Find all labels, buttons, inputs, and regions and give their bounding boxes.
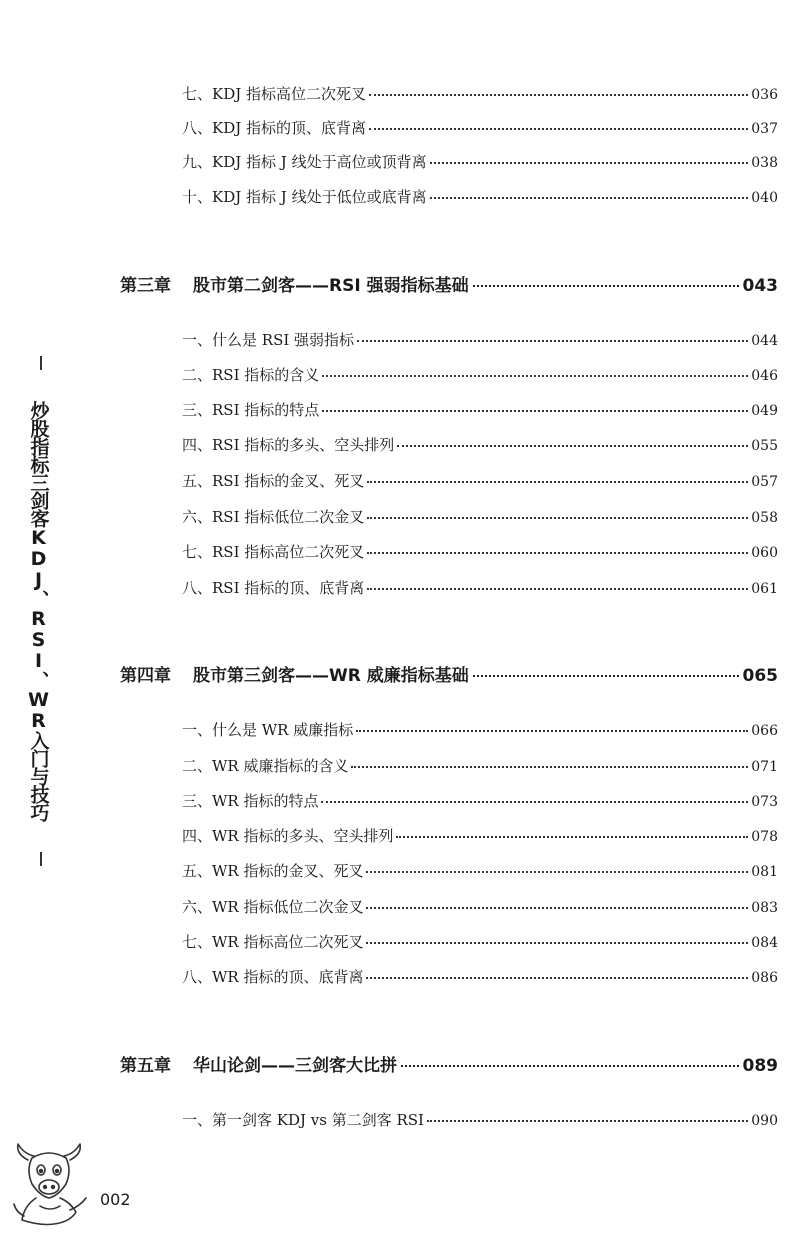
side-title-bar-top <box>40 356 42 370</box>
toc-entry[interactable] <box>182 897 778 918</box>
toc-entry[interactable] <box>182 967 778 988</box>
leader-dots <box>396 836 748 838</box>
toc-entry[interactable] <box>182 152 778 173</box>
toc-entry[interactable] <box>182 507 778 528</box>
leader-dots <box>366 907 748 909</box>
chapter-title: 股市第三剑客——WR 威廉指标基础 <box>193 666 469 686</box>
toc-entry[interactable] <box>182 400 778 421</box>
toc-entry-label: 四、RSI 指标的多头、空头排列 <box>182 436 395 454</box>
toc-entry-label: 七、KDJ 指标高位二次死叉 <box>182 85 367 103</box>
toc-entry-label: 五、WR 指标的金叉、死叉 <box>182 862 364 880</box>
toc-entry[interactable] <box>182 1110 778 1131</box>
leader-dots <box>366 942 748 944</box>
chapter-number: 第三章 <box>120 276 171 296</box>
leader-dots <box>357 340 748 342</box>
toc-entry-page: 038 <box>751 155 778 171</box>
side-title-bar-bottom <box>40 852 42 866</box>
toc-entry-page: 058 <box>751 510 778 526</box>
toc-entry-label: 二、RSI 指标的含义 <box>182 366 320 384</box>
chapter-heading-5[interactable] <box>120 1054 778 1078</box>
toc-entry-page: 071 <box>751 759 778 775</box>
page-number: 002 <box>100 1190 131 1209</box>
leader-dots <box>369 128 748 130</box>
toc-entry[interactable] <box>182 791 778 812</box>
toc-entry-page: 055 <box>751 438 778 454</box>
toc-entry[interactable] <box>182 435 778 456</box>
leader-dots <box>366 871 748 873</box>
toc-entry[interactable] <box>182 84 778 105</box>
chapter-title: 股市第二剑客——RSI 强弱指标基础 <box>193 276 469 296</box>
leader-dots <box>369 94 748 96</box>
toc-entry-label: 八、KDJ 指标的顶、底背离 <box>182 119 367 137</box>
toc-entry[interactable] <box>182 578 778 599</box>
leader-dots <box>367 481 748 483</box>
chapter-title: 华山论剑——三剑客大比拼 <box>193 1056 397 1076</box>
toc-entry-page: 081 <box>751 864 778 880</box>
toc-entry-label: 七、WR 指标高位二次死叉 <box>182 933 364 951</box>
toc-entry-page: 073 <box>751 794 778 810</box>
toc-entry[interactable] <box>182 118 778 139</box>
toc-entry-label: 八、WR 指标的顶、底背离 <box>182 968 364 986</box>
toc-entry-label: 六、RSI 指标低位二次金叉 <box>182 508 365 526</box>
leader-dots <box>430 162 749 164</box>
toc-entry-page: 083 <box>751 900 778 916</box>
leader-dots <box>367 517 748 519</box>
leader-dots <box>322 375 748 377</box>
toc-entry-label: 四、WR 指标的多头、空头排列 <box>182 827 394 845</box>
toc-entry-label: 三、WR 指标的特点 <box>182 792 319 810</box>
toc-entry[interactable] <box>182 756 778 777</box>
toc-entry-page: 037 <box>751 121 778 137</box>
chapter-page: 065 <box>742 666 778 686</box>
toc-entry-page: 066 <box>751 723 778 739</box>
leader-dots <box>473 675 739 677</box>
toc-entry-label: 二、WR 威廉指标的含义 <box>182 757 349 775</box>
toc-entry[interactable] <box>182 471 778 492</box>
toc-entry[interactable] <box>182 330 778 351</box>
leader-dots <box>473 285 739 287</box>
chapter-number: 第四章 <box>120 666 171 686</box>
toc-entry-label: 六、WR 指标低位二次金叉 <box>182 898 364 916</box>
toc-entry-label: 一、第一剑客 KDJ vs 第二剑客 RSI <box>182 1111 424 1129</box>
toc-entry-label: 七、RSI 指标高位二次死叉 <box>182 543 365 561</box>
toc-entry-page: 086 <box>751 970 778 986</box>
chapter-page: 089 <box>742 1056 778 1076</box>
chapter-heading-4[interactable] <box>120 664 778 688</box>
toc-entry-page: 060 <box>751 545 778 561</box>
chapter-heading-3[interactable] <box>120 274 778 298</box>
toc-entry-label: 一、什么是 RSI 强弱指标 <box>182 331 355 349</box>
leader-dots <box>366 977 748 979</box>
toc-entry-page: 090 <box>751 1113 778 1129</box>
toc-entry-label: 三、RSI 指标的特点 <box>182 401 320 419</box>
toc-entry-page: 078 <box>751 829 778 845</box>
toc-entry-page: 044 <box>751 333 778 349</box>
leader-dots <box>401 1065 739 1067</box>
toc-entry-page: 049 <box>751 403 778 419</box>
bull-mascot-icon <box>10 1140 92 1230</box>
chapter-page: 043 <box>742 276 778 296</box>
toc-entry[interactable] <box>182 826 778 847</box>
leader-dots <box>427 1120 748 1122</box>
side-book-title: 炒股指标三剑客KDJ、RSI、WR入门与技巧 <box>27 401 50 821</box>
leader-dots <box>367 588 748 590</box>
leader-dots <box>322 410 748 412</box>
toc-entry[interactable] <box>182 187 778 208</box>
toc-entry[interactable] <box>182 365 778 386</box>
chapter-number: 第五章 <box>120 1056 171 1076</box>
toc-entry-label: 十、KDJ 指标 J 线处于低位或底背离 <box>182 188 427 206</box>
leader-dots <box>356 730 748 732</box>
toc-entry-page: 061 <box>751 581 778 597</box>
toc-entry[interactable] <box>182 542 778 563</box>
toc-entry[interactable] <box>182 720 778 741</box>
toc-entry-label: 八、RSI 指标的顶、底背离 <box>182 579 365 597</box>
toc-entry-page: 084 <box>751 935 778 951</box>
leader-dots <box>367 552 748 554</box>
toc-entry-page: 046 <box>751 368 778 384</box>
toc-entry[interactable] <box>182 932 778 953</box>
leader-dots <box>430 197 749 199</box>
toc-entry-page: 040 <box>751 190 778 206</box>
leader-dots <box>397 445 748 447</box>
leader-dots <box>351 766 748 768</box>
toc-entry-label: 九、KDJ 指标 J 线处于高位或顶背离 <box>182 153 427 171</box>
toc-entry-label: 五、RSI 指标的金叉、死叉 <box>182 472 365 490</box>
toc-entry[interactable] <box>182 861 778 882</box>
toc-entry-label: 一、什么是 WR 威廉指标 <box>182 721 354 739</box>
leader-dots <box>321 801 748 803</box>
toc-entry-page: 057 <box>751 474 778 490</box>
toc-entry-page: 036 <box>751 87 778 103</box>
